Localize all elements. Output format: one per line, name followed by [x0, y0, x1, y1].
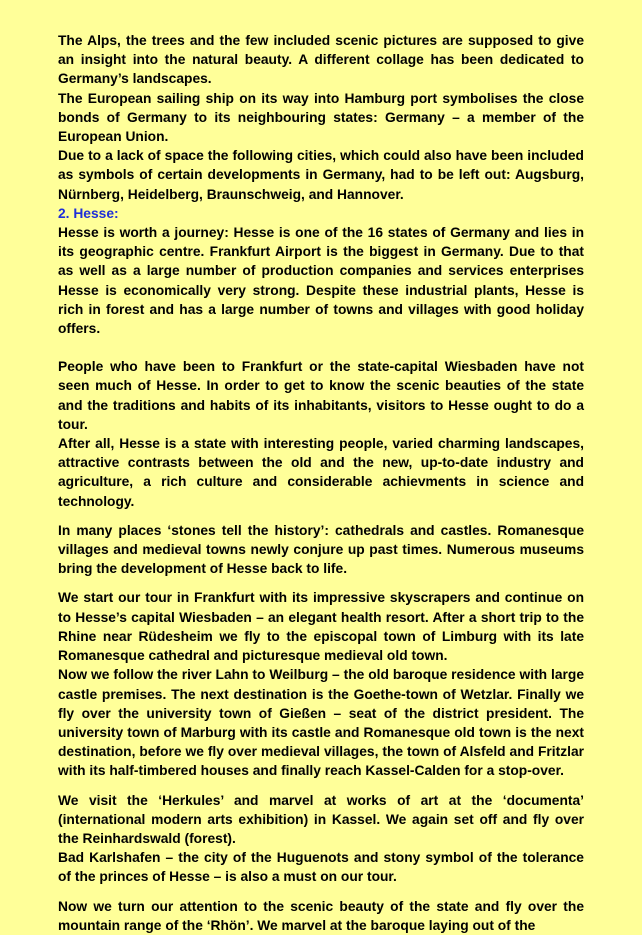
intro-paragraph-2: The European sailing ship on its way into Hamburg port symbolises the close bonds of Germany to its neighbouring states: Germany – a member of the European Union.: [58, 90, 584, 145]
document-body: [58, 31, 584, 935]
tour-start-paragraph: We start our tour in Frankfurt with its impressive skyscrapers and continue on to Hesse’s capital Wiesbaden – an elegant health resort. After a short trip to the Rhine near Rüdesheim we fly to the episcopal town of Limburg with its late Romanesque cathedral and picturesque medieval old town.: [58, 590, 584, 664]
stones-paragraph: In many places ‘stones tell the history’: cathedrals and castles. Romanesque villages and medieval towns newly conjure up past times. Numerous museums bring the development of Hesse back to life.: [58, 522, 584, 577]
lahn-paragraph: Now we follow the river Lahn to Weilburg – the old baroque residence with large castle premises. The next destination is the Goethe-town of Wetzlar. Finally we fly over the university town of Gießen – seat of the district president. The university town of Marburg with its castle and Romanesque old town is the next destination, before we fly over medieval villages, the town of Alsfeld and Fritzlar with its half-timbered houses and finally reach Kassel-Calden for a stop-over.: [58, 667, 584, 779]
intro-paragraph-3: Due to a lack of space the following cities, which could also have been included as symbols of certain developments in Germany, had to be left out: Augsburg, Nürnberg, Heidelberg, Braunschweig, and Hannover.: [58, 148, 584, 202]
section-heading: 2. Hesse:: [58, 205, 119, 221]
people-paragraph: People who have been to Frankfurt or the state-capital Wiesbaden have not seen much of Hesse. In order to get to know the scenic beauties of the state and the traditions and habits of its inhabitants, visitors to Hesse ought to do a tour.: [58, 359, 584, 432]
paragraph-spacer: [58, 578, 584, 588]
paragraph-spacer: [58, 511, 584, 521]
kassel-paragraph: We visit the ‘Herkules’ and marvel at works of art at the ‘documenta’ (international modern arts exhibition) in Kassel. We again set off and fly over the Reinhardswald (forest).: [58, 792, 584, 846]
paragraph-spacer: [58, 338, 584, 357]
after-all-paragraph: After all, Hesse is a state with interesting people, varied charming landscapes, attractive contrasts between the old and the new, up-to-date industry and agriculture, a rich culture and considerable achievments in science and technology.: [58, 436, 584, 509]
hesse-intro-paragraph: Hesse is worth a journey: Hesse is one of the 16 states of Germany and lies in its geographic centre. Frankfurt Airport is the biggest in Germany. Due to that as well as a large number of production companies and services enterprises Hesse is economically very strong. Despite these industrial plants, Hesse is rich in forest and has a large number of towns and villages with good holiday offers.: [58, 225, 584, 337]
paragraph-spacer: [58, 781, 584, 791]
rhoen-paragraph: Now we turn our attention to the scenic beauty of the state and fly over the mountain range of the ‘Rhön’. We marvel at the baroque laying out of the: [58, 898, 584, 933]
intro-paragraph-1: The Alps, the trees and the few included scenic pictures are supposed to give an insight into the natural beauty. A different collage has been dedicated to Germany’s landscapes.: [58, 33, 584, 87]
karlshafen-paragraph: Bad Karlshafen – the city of the Huguenots and stony symbol of the tolerance of the princes of Hesse – is also a must on our tour.: [58, 850, 584, 885]
paragraph-spacer: [58, 887, 584, 897]
